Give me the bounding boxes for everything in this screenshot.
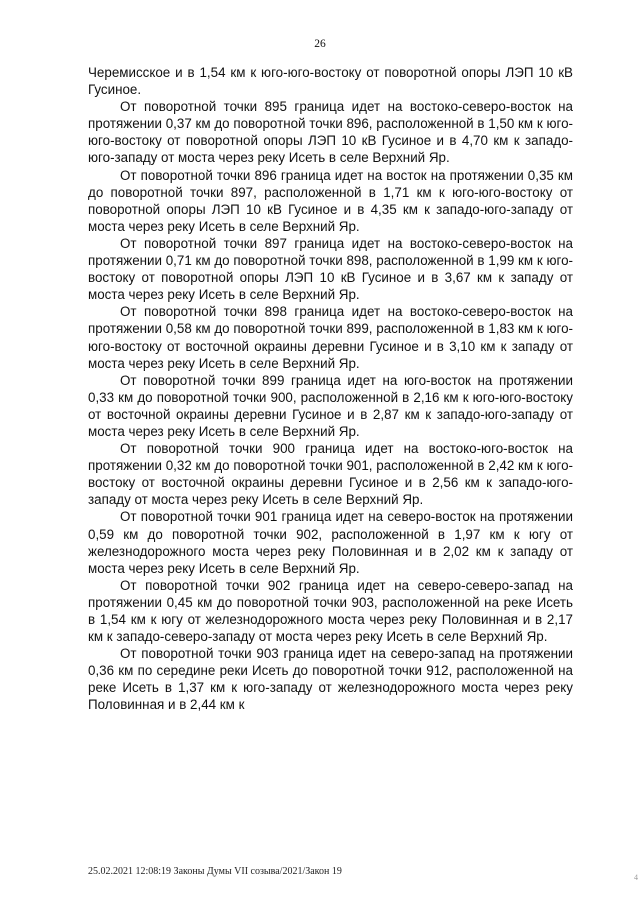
paragraph-point-895: От поворотной точки 895 граница идет на востоко-северо-восток на протяжении 0,37 км до поворотной точки 896, расположенной в 1,50 км к юго-юго-востоку от поворотной опоры ЛЭП 10 кВ Гусиное и в 4,70 км к западо-юго-западу от моста через реку Исеть в селе Верхний Яр. bbox=[88, 99, 573, 166]
paragraph-point-903: От поворотной точки 903 граница идет на северо-запад на протяжении 0,36 км по середине реки Исеть до поворотной точки 912, расположенной на реке Исеть в 1,37 км к юго-западу от железнодорожного моста через реку Половинная и в 2,44 км к bbox=[88, 646, 573, 713]
paragraph-point-900: От поворотной точки 900 граница идет на востоко-юго-восток на протяжении 0,32 км до поворотной точки 901, расположенной в 2,42 км к юго-востоку от восточной окраины деревни Гусиное и в 2,56 км к западо-юго-западу от моста через реку Исеть в селе Верхний Яр. bbox=[88, 441, 573, 508]
edge-mark: 4 bbox=[634, 873, 638, 882]
paragraph-point-896: От поворотной точки 896 граница идет на восток на протяжении 0,35 км до поворотной точки 897, расположенной в 1,71 км к юго-юго-востоку от поворотной опоры ЛЭП 10 кВ Гусиное и в 4,35 км к западо-юго-западу от моста через реку Исеть в селе Верхний Яр. bbox=[88, 167, 573, 234]
paragraph-point-901: От поворотной точки 901 граница идет на северо-восток на протяжении 0,59 км до поворотной точки 902, расположенной в 1,97 км к югу от железнодорожного моста через реку Половинная и в 2,02 км к западу от моста через реку Исеть в селе Верхний Яр. bbox=[88, 509, 573, 576]
paragraph-point-897: От поворотной точки 897 граница идет на востоко-северо-восток на протяжении 0,71 км до поворотной точки 898, расположенной в 1,99 км к юго-востоку от поворотной опоры ЛЭП 10 кВ Гусиное и в 3,67 км к западу от моста через реку Исеть в селе Верхний Яр. bbox=[88, 235, 573, 303]
document-footer: 25.02.2021 12:08:19 Законы Думы VII созыва/2021/Закон 19 bbox=[88, 866, 342, 877]
page-number: 26 bbox=[314, 38, 326, 50]
paragraph-point-898: От поворотной точки 898 граница идет на востоко-северо-восток на протяжении 0,58 км до поворотной точки 899, расположенной в 1,83 км к юго-юго-востоку от восточной окраины деревни Гусиное и в 3,10 км к западу от моста через реку Исеть в селе Верхний Яр. bbox=[88, 304, 573, 371]
paragraph-continuation: Черемисское и в 1,54 км к юго-юго-востоку от поворотной опоры ЛЭП 10 кВ Гусиное. bbox=[88, 65, 573, 98]
paragraph-point-902: От поворотной точки 902 граница идет на северо-северо-запад на протяжении 0,45 км до поворотной точки 903, расположенной на реке Исеть в 1,54 км к югу от железнодорожного моста через реку Половинная и в 2,17 км к западо-северо-западу от моста через реку Исеть в селе Верхний Яр. bbox=[88, 577, 573, 645]
paragraph-point-899: От поворотной точки 899 граница идет на юго-восток на протяжении 0,33 км до поворотной точки 900, расположенной в 2,16 км к юго-юго-востоку от восточной окраины деревни Гусиное и в 2,87 км к западо-юго-западу от моста через реку Исеть в селе Верхний Яр. bbox=[88, 372, 573, 439]
document-body bbox=[88, 64, 573, 714]
